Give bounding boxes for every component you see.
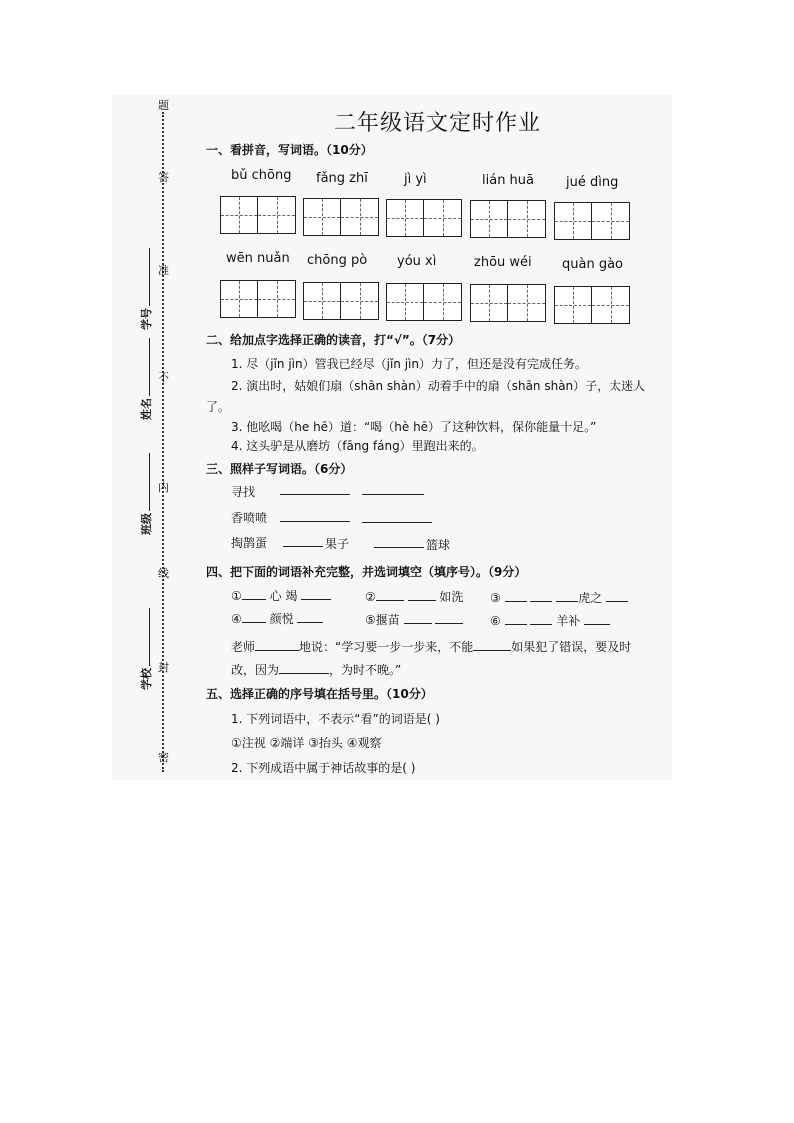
question-line: 2. 演出时，姑娘们扇（shān shàn）动着手中的扇（shān shàn）子，太迷人: [231, 379, 646, 393]
section2-title: 二、给加点字选择正确的读音，打“√”。（7分）: [206, 333, 461, 347]
answer-blank[interactable]: [280, 510, 350, 525]
pinyin-6: wēn nuǎn: [226, 251, 290, 266]
writing-grid[interactable]: [220, 196, 296, 234]
answer-blank[interactable]: [374, 536, 424, 551]
idiom-text: 揠苗: [375, 613, 400, 627]
section4-title: 四、把下面的词语补充完整，并选词填空（填序号）。（9分）: [206, 565, 527, 579]
student-number-field[interactable]: [138, 248, 154, 330]
class-label: 班级: [140, 513, 153, 535]
question-line: 4. 这头驴是从磨坊（fāng fáng）里跑出来的。: [231, 439, 484, 453]
answer-blank[interactable]: [283, 535, 323, 550]
idiom-item-4[interactable]: [231, 610, 323, 627]
idiom-text: 如洗: [439, 590, 464, 604]
section5-title: 五、选择正确的序号填在括号里。（10分）: [206, 687, 433, 701]
margin-char-5: 内: [158, 481, 169, 494]
sentence-blank[interactable]: [473, 639, 511, 651]
class-field[interactable]: [138, 453, 154, 535]
pinyin-4: lián huā: [482, 173, 535, 188]
example-word: 果子: [325, 537, 350, 551]
school-label: 学校: [140, 668, 153, 690]
idiom-item-2[interactable]: [365, 588, 463, 605]
item-number: ③: [490, 591, 501, 605]
question-line: 了。: [206, 400, 231, 414]
idiom-text: 颜悦: [269, 612, 294, 626]
sentence-blank[interactable]: [255, 639, 299, 651]
answer-blank[interactable]: [280, 483, 350, 498]
margin-char-4: 不: [158, 371, 169, 384]
answer-blank[interactable]: [362, 483, 424, 498]
pinyin-8: yóu xì: [397, 254, 437, 269]
writing-grid[interactable]: [470, 284, 546, 322]
choice-options-1: ①注视 ②端详 ③抬头 ④观察: [231, 736, 382, 750]
page-title: 二年级语文定时作业: [334, 111, 542, 136]
idiom-item-1[interactable]: [231, 587, 331, 604]
margin-char-6: 线: [158, 567, 169, 580]
sentence-text: 改，因为: [231, 663, 280, 677]
choice-question-1[interactable]: 1. 下列词语中，不表示“看”的词语是( ): [231, 712, 440, 726]
item-number: ⑤: [365, 613, 376, 627]
writing-grid[interactable]: [554, 286, 630, 324]
name-blank[interactable]: [140, 338, 150, 396]
pinyin-1: bǔ chōng: [231, 168, 292, 183]
margin-char-3: 准: [158, 264, 169, 277]
margin-char-7: 封: [158, 661, 169, 674]
idiom-item-3[interactable]: [490, 589, 628, 606]
sentence-text: 老师: [231, 640, 256, 654]
writing-grid[interactable]: [386, 199, 462, 237]
student-number-label: 学号: [140, 308, 153, 330]
name-label: 姓名: [140, 398, 153, 420]
example-word: 寻找: [231, 485, 256, 499]
student-number-blank[interactable]: [140, 248, 150, 306]
idiom-item-5[interactable]: [365, 611, 463, 628]
writing-grid[interactable]: [303, 282, 379, 320]
question-line: 3. 他吆喝（he hē）道：“喝（hè hē）了这种饮料，保你能量十足。”: [231, 420, 597, 434]
item-number: ②: [365, 590, 376, 604]
item-number: ④: [231, 612, 242, 626]
pinyin-2: fǎng zhī: [316, 171, 368, 186]
choice-question-2[interactable]: 2. 下列成语中属于神话故事的是( ): [231, 761, 416, 775]
pinyin-5: jué dìng: [566, 175, 619, 190]
idiom-item-6[interactable]: [490, 612, 610, 629]
pinyin-3: jì yì: [404, 172, 427, 187]
margin-char-1: 题: [158, 99, 169, 112]
sentence-blank[interactable]: [279, 662, 329, 674]
class-blank[interactable]: [140, 453, 150, 511]
item-number: ①: [231, 589, 242, 603]
school-blank[interactable]: [140, 608, 150, 666]
name-field[interactable]: [138, 338, 154, 420]
example-word: 香喷喷: [231, 511, 268, 525]
sentence-text: 如果犯了错误，要及时: [511, 640, 632, 654]
idiom-text: 心 竭: [269, 589, 298, 603]
writing-grid[interactable]: [303, 198, 379, 236]
writing-grid[interactable]: [470, 200, 546, 238]
sentence-text: 地说：“学习要一步一步来，不能: [299, 640, 474, 654]
pinyin-10: quàn gào: [562, 257, 624, 272]
pinyin-7: chōng pò: [307, 253, 368, 268]
pinyin-9: zhōu wéi: [474, 255, 532, 270]
question-line: 1. 尽（jǐn jìn）管我已经尽（jǐn jìn）力了，但还是没有完成任务。: [231, 357, 587, 371]
example-word: 篮球: [426, 538, 451, 552]
item-number: ⑥: [490, 614, 501, 628]
fill-sentence-2: [231, 661, 401, 678]
idiom-text: 虎之: [578, 591, 603, 605]
answer-blank[interactable]: [362, 511, 432, 526]
margin-char-2: 答: [158, 171, 169, 184]
example-word: 掏鹊蛋: [231, 536, 268, 550]
section3-title: 三、照样子写词语。（6分）: [206, 462, 353, 476]
writing-grid[interactable]: [220, 280, 296, 318]
fill-sentence-1: [231, 638, 631, 655]
margin-char-8: 密: [158, 751, 169, 764]
sentence-text: ，为时不晚。”: [329, 663, 402, 677]
idiom-text: 羊补: [556, 614, 581, 628]
school-field[interactable]: [138, 608, 154, 690]
section1-title: 一、看拼音，写词语。（10分）: [206, 143, 373, 157]
writing-grid[interactable]: [386, 283, 462, 321]
writing-grid[interactable]: [554, 202, 630, 240]
